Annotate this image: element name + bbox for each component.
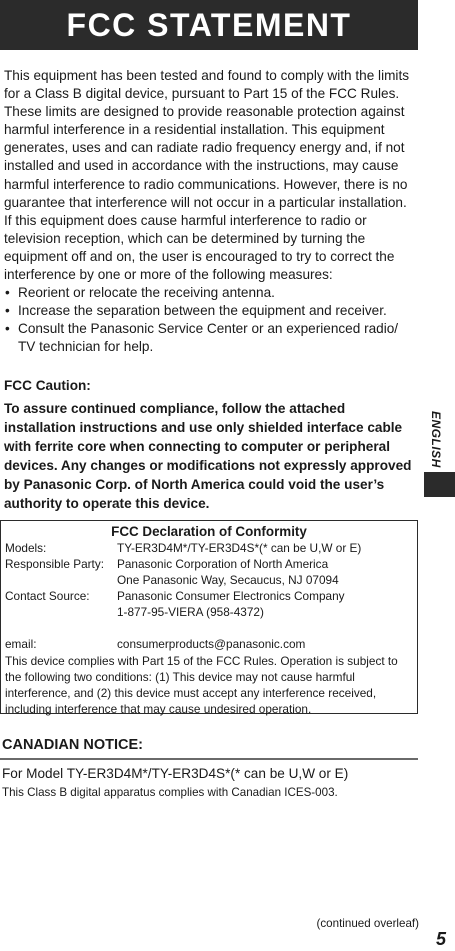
canadian-notice-divider [0,758,418,760]
contact-phone: 1-877-95-VIERA (958-4372) [117,605,264,620]
page-title-banner [0,0,418,50]
bullet-icon: • [5,303,10,319]
contact-source-label: Contact Source: [5,589,90,604]
contact-source-row [5,588,413,604]
language-tab [427,407,445,471]
compliance-text: This device complies with Part 15 of the FCC Rules. Operation is subject to the following two conditions: (1) This device may not cause harmful interference, and (2) this device must accept any interference received, including interference that may cause undesired operation. [5,653,398,716]
language-tab-marker [424,472,455,497]
declaration-of-conformity-box [0,520,418,714]
responsible-party-address-row [5,572,413,588]
contact-source-value: Panasonic Consumer Electronics Company [117,589,345,604]
list-item: • Reorient or relocate the receiving antenna. [4,284,418,302]
models-label: Models: [5,541,47,555]
fcc-caution-heading: FCC Caution: [4,377,91,393]
declaration-title: FCC Declaration of Conformity [111,524,307,539]
measures-list [4,284,418,356]
fcc-statement-body [4,67,418,513]
email-value: consumerproducts@panasonic.com [117,637,306,652]
responsible-party-value: Panasonic Corporation of North America [117,557,329,572]
list-item: • Consult the Panasonic Service Center or an experienced radio/ TV technician for help. [5,321,399,355]
canadian-notice-model: For Model TY-ER3D4M*/TY-ER3D4S*(* can be U,W or E) [2,766,349,781]
responsible-party-row [5,556,413,572]
email-row [5,636,413,652]
page-title: FCC STATEMENT [66,6,352,43]
intro-paragraph: This equipment has been tested and found to comply with the limits for a Class B digital device, pursuant to Part 15 of the FCC Rules. These limits are designed to provide reasonable protection against harmful interference in a residential installation. This equipment generates, uses and can radiate radio frequency energy and, if not installed and used in accordance with the instructions, may cause harmful interference to radio communications. However, there is no guarantee that interference will not occur in a particular installation. If this equipment does cause harmful interference to radio or television reception, which can be determined by turning the equipment off and on, the user is encouraged to try to correct the interference by one or more of the following measures: [4,68,410,283]
email-label: email: [5,637,37,652]
responsible-party-label: Responsible Party: [5,557,105,572]
models-value: TY-ER3D4M*/TY-ER3D4S*(* can be U,W or E) [117,541,362,555]
responsible-party-address: One Panasonic Way, Secaucus, NJ 07094 [117,573,339,588]
bullet-icon: • [5,285,10,301]
page-number: 5 [435,929,446,949]
list-item: • Increase the separation between the equipment and receiver. [4,302,418,320]
canadian-notice-heading: CANADIAN NOTICE: [2,737,143,753]
models-row [5,540,413,556]
fcc-caution-text: To assure continued compliance, follow the attached installation instructions and use only shielded interface cable with ferrite core when connecting to computer or peripheral devices. Any changes or modifications not expressly approved by Panasonic Corp. of North America could void the user’s authority to operate this device. [4,400,412,511]
canadian-notice-text: This Class B digital apparatus complies with Canadian ICES-003. [2,786,338,799]
contact-phone-row [5,604,413,620]
bullet-icon: • [5,321,10,337]
language-tab-label: ENGLISH [429,410,443,468]
continued-note: (continued overleaf) [316,917,419,930]
